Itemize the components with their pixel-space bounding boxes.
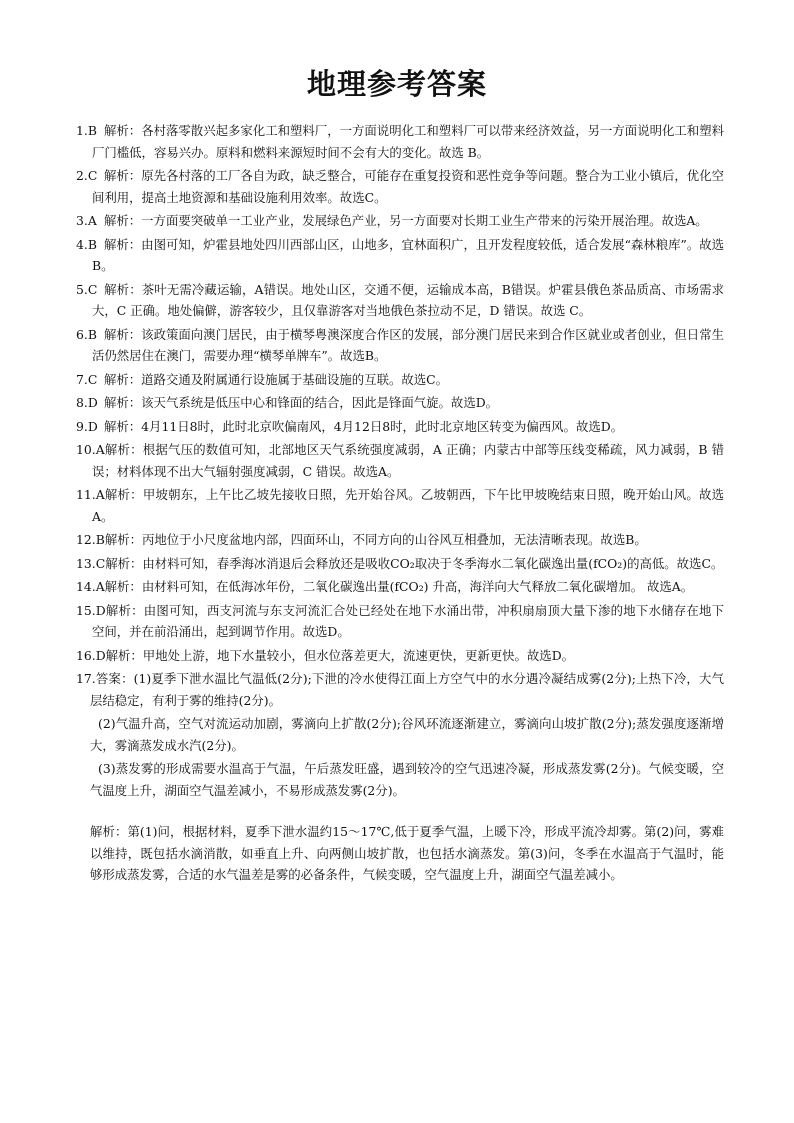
answer-text: 解析：由材料可知，在低海冰年份，二氧化碳逸出量(fCO₂) 升高，海洋向大气释放二氧化碳增加。 故选A。 [104,579,694,594]
answer-text: 解析：甲地处上游，地下水量较小，但水位落差更大，流速更快，更新更快。故选D。 [105,647,575,663]
answer-text: 解析：原先各村落的工厂各自为政，缺乏整合，可能存在重复投资和恶性竞争等问题。整合为工业小镇后，优化空间利用，提高土地资源和基础设施利用效率。故选C。 [92,168,724,205]
answer-item-13 [76,553,724,575]
answer-part-2: (2)气温升高，空气对流运动加剧，雾滴向上扩散(2分);谷风环流逐渐建立，雾滴向山坡扩散(2分);蒸发强度逐渐增大，雾滴蒸发成水汽(2分)。 [90,716,724,753]
answer-text: 解析：道路交通及附属通行设施属于基础设施的互联。故选C。 [104,371,449,387]
answer-part-1: (1)夏季下泄水温比气温低(2分);下泄的冷水使得江面上方空气中的水分遇冷凝结成雾(2分);上热下冷，大气层结稳定，有利于雾的维持(2分)。 [90,671,724,708]
answer-number: 17. [76,671,96,686]
answer-text: 解析：各村落零散兴起多家化工和塑料厂，一方面说明化工和塑料厂可以带来经济效益，另一方面说明化工和塑料厂门槛低，容易兴办。原料和燃料来源短时间不会有大的变化。故选 B。 [92,123,724,160]
answer-item-12 [76,529,724,551]
answer-number: 15.D [76,602,106,618]
answer-label: 答案： [95,671,134,686]
answer-number: 3.A [76,213,97,228]
answer-number: 2.C [76,168,98,183]
answer-item-4 [76,234,724,277]
answer-text: 解析：茶叶无需冷藏运输，A错误。地处山区，交通不便，运输成本高，B错误。炉霍县俄色茶品质高、市场需求大，C 正确。地处偏僻，游客较少，且仅靠游客对当地俄色茶拉动不足，D 错误。故选 C。 [92,281,724,318]
answer-text: 解析：一方面要突破单一工业产业，发展绿色产业，另一方面要对长期工业生产带来的污染开展治理。故选A。 [104,213,708,228]
answer-list [76,120,724,886]
analysis-paragraph: 解析：第(1)问，根据材料，夏季下泄水温约15～17℃,低于夏季气温，上暖下冷，形成平流冷却雾。第(2)问，雾难以维持，既包括水滴消散，如垂直上升、向两侧山坡扩散，也包括水滴蒸发。第(3)问，冬季在水温高于气温时，能够形成蒸发雾，合适的水气温差是雾的必备条件，气候变暖，空气温度上升，湖面空气温差减小。 [90,824,724,882]
answer-part-2-block [76,713,724,756]
answer-part-3: (3)蒸发雾的形成需要水温高于气温，午后蒸发旺盛，遇到较冷的空气迅速冷凝，形成蒸发雾(2分)。气候变暖，空气温度上升，湖面空气温差减小，不易形成蒸发雾(2分)。 [90,761,724,798]
answer-text: 解析：由图可知，炉霍县地处四川西部山区，山地多，宜林面积广，且开发程度较低，适合发展“森林粮库”。故选B。 [92,236,724,273]
answer-number: 16.D [76,647,106,663]
answer-number: 12.B [76,532,105,547]
answer-number: 7.C [76,371,98,387]
answer-number: 13.C [76,555,106,571]
page-title: 地理参考答案 [306,67,487,101]
answer-item-3 [76,210,724,232]
answer-text: 解析：丙地位于小尺度盆地内部，四面环山，不同方向的山谷风互相叠加，无法清晰表现。故选B。 [104,532,647,547]
answer-number: 11.A [76,487,105,502]
answer-item-15 [76,600,724,643]
answer-item-17 [76,668,724,711]
answer-number: 8.D [76,395,98,410]
answer-number: 4.B [76,236,97,252]
answer-item-16 [76,645,724,667]
answer-text: 解析：根据气压的数值可知，北部地区天气系统强度减弱，A 正确；内蒙古中部等压线变稀疏，风力减弱，B 错误；材料体现不出大气辐射强度减弱，C 错误。故选A。 [92,442,724,479]
answer-part-3-block [76,758,724,801]
answer-text: 解析：由材料可知，春季海冰消退后会释放还是吸收CO₂取决于冬季海水二氧化碳逸出量(fCO₂)的高低。故选C。 [105,555,724,571]
answer-text: 解析：由图可知，西支河流与东支河流汇合处已经处在地下水涌出带，冲积扇扇顶大量下渗的地下水储存在地下空间，并在前沿涌出，起到调节作用。故选D。 [92,602,724,639]
answer-number: 5.C [76,281,98,297]
answer-number: 10.A [76,442,105,457]
answer-item-7 [76,369,724,391]
answer-text: 解析：该天气系统是低压中心和锋面的结合，因此是锋面气旋。故选D。 [104,395,499,410]
answer-item-1 [76,120,724,163]
answer-text: 解析：4月11日8时，此时北京吹偏南风，4月12日8时，此时北京地区转变为偏西风。故选D。 [104,418,624,434]
answer-text: 解析：甲坡朝东，上午比乙坡先接收日照，先开始谷风。乙坡朝西，下午比甲坡晚结束日照，晚开始山风。故选A。 [92,487,724,524]
answer-item-6 [76,324,724,367]
answer-item-10 [76,439,724,482]
answer-item-14 [76,576,724,598]
answer-text: 解析：该政策面向澳门居民，由于横琴粤澳深度合作区的发展，部分澳门居民来到合作区就业或者创业，但日常生活仍然居住在澳门，需要办理“横琴单牌车”。故选B。 [92,326,724,363]
answer-item-8 [76,392,724,414]
answer-number: 6.B [76,326,97,342]
answer-item-11 [76,484,724,527]
answer-number: 9.D [76,418,98,434]
answer-item-9 [76,416,724,438]
answer-item-2 [76,165,724,208]
answer-item-5 [76,279,724,322]
answer-number: 14.A [76,579,105,594]
answer-number: 1.B [76,123,97,138]
